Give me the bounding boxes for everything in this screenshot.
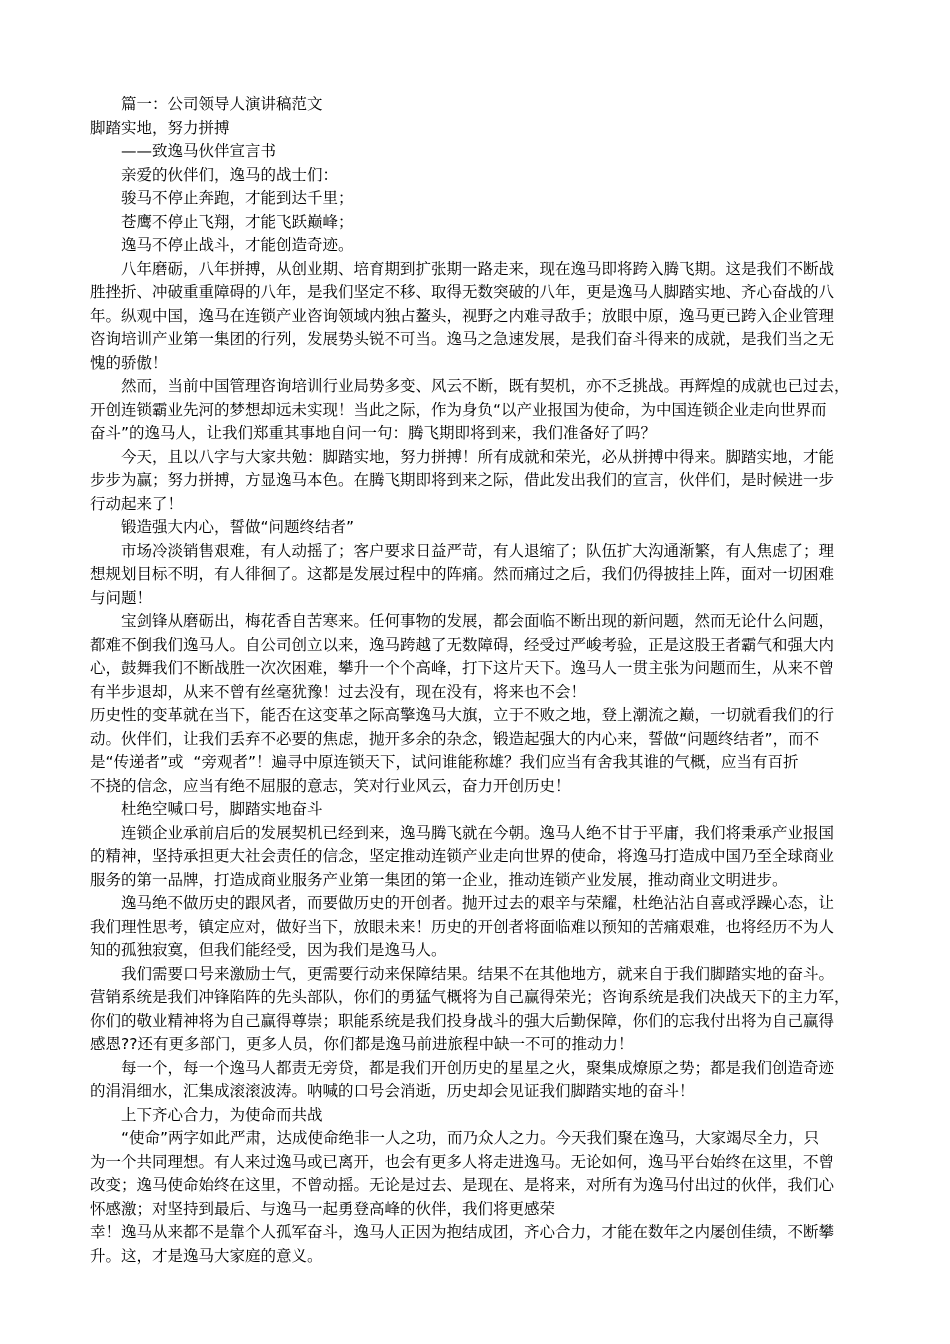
text-line: 你们的敬业精神将为自己赢得尊崇；职能系统是我们投身战斗的强大后勤保障，你们的忘我付出将为自己赢得 [90,1011,835,1030]
text-line: 每一个，每一个逸马人都责无旁贷，都是我们开创历史的星星之火，聚集成燎原之势；都是我们创造奇迹 [121,1058,835,1077]
text-line: 升。这，才是逸马大家庭的意义。 [90,1246,323,1265]
text-line: 然而，当前中国管理咨询培训行业局势多变、风云不断，既有契机，亦不乏挑战。再辉煌的成就也已过去， [121,377,850,395]
text-line: 市场冷淡销售艰难，有人动摇了；客户要求日益严苛，有人退缩了；队伍扩大沟通渐繁，有人焦虑了；理 [121,541,835,560]
text-line: 上下齐心合力，为使命而共战 [121,1105,323,1124]
text-line: 宝剑锋从磨砺出，梅花香自苦寒来。任何事物的发展，都会面临不断出现的新问题，然而无论什么问题， [121,612,835,630]
text-line: 心，鼓舞我们不断战胜一次次困难，攀升一个个高峰，打下这片天下。逸马人一贯主张为问题而生，从来不曾 [90,659,835,677]
text-line: 我们理性思考，镇定应对，做好当下，放眼未来！历史的开创者将面临难以预知的苦痛艰难，也将经历不为人 [90,917,835,936]
text-line: 服务的第一品牌，打造成商业服务产业第一集团的第一企业，推动连锁产业发展，推动商业文明进步。 [90,870,788,889]
text-line: 亲爱的伙伴们，逸马的战士们： [121,165,339,184]
text-line: 八年磨砺，八年拼搏，从创业期、培育期到扩张期一路走来，现在逸马即将跨入腾飞期。这是我们不断战 [121,259,835,278]
text-line: 篇一：公司领导人演讲稿范文 [121,95,323,113]
text-line: 的精神，坚持承担更大社会责任的信念，坚定推动连锁产业走向世界的使命，将逸马打造成中国乃至全球商业 [90,847,835,865]
text-line: 为一个共同理想。有人来过逸马或已离开，也会有更多人将走进逸马。无论如何，逸马平台始终在这里，不曾 [90,1152,835,1171]
text-line: 奋斗”的逸马人，让我们郑重其事地自问一句：腾飞期即将到来，我们准备好了吗？ [90,424,657,442]
text-line: ——致逸马伙伴宣言书 [121,142,277,160]
text-line: 怀感激；对坚持到最后、与逸马一起勇登高峰的伙伴，我们将更感荣 [90,1199,556,1218]
text-line: 锻造强大内心，誓做“问题终结者” [121,518,355,536]
text-line: 愧的骄傲！ [90,353,168,372]
text-line: 都难不倒我们逸马人。自公司创立以来，逸马跨越了无数障碍，经受过严峻考验，正是这股王者霸气和强大内 [90,635,835,654]
text-line: 逸马不停止战斗，才能创造奇迹。 [121,236,354,254]
text-line: 逸马绝不做历史的跟风者，而要做历史的开创者。抛开过去的艰辛与荣耀，杜绝沾沾自喜或浮躁心态，让 [121,894,835,912]
text-line: 胜挫折、冲破重重障碍的八年，是我们坚定不移、取得无数突破的八年，更是逸马人脚踏实地、齐心奋战的八 [90,283,835,301]
text-line: 幸！逸马从来都不是靠个人孤军奋斗，逸马人正因为抱结成团，齐心合力，才能在数年之内屡创佳绩，不断攀 [90,1223,835,1241]
text-line: 的涓涓细水，汇集成滚滚波涛。呐喊的口号会消逝，历史却会见证我们脚踏实地的奋斗！ [90,1082,695,1100]
text-line: 有半步退却，从来不曾有丝毫犹豫！过去没有，现在没有，将来也不会！ [90,682,587,701]
text-line: 骏马不停止奔跑，才能到达千里； [121,189,354,207]
text-line: 知的孤独寂寞，但我们能经受，因为我们是逸马人。 [90,941,447,959]
document-page [90,93,862,1268]
text-line: 感恩??还有更多部门，更多人员，你们都是逸马前进旅程中缺一不可的推动力！ [90,1035,634,1053]
text-line: 步步为赢；努力拼搏，方显逸马本色。在腾飞期即将到来之际，借此发出我们的宣言，伙伴们，是时候进一步 [90,471,835,489]
text-line: 连锁企业承前启后的发展契机已经到来，逸马腾飞就在今朝。逸马人绝不甘于平庸，我们将秉承产业报国 [121,823,835,842]
text-line: 年。纵观中国，逸马在连锁产业咨询领域内独占鳌头，视野之内难寻敌手；放眼中原，逸马更已跨入企业管理 [90,306,835,325]
text-line: 是“传递者”或 “旁观者”！遍寻中原连锁天下，试问谁能称雄？我们应当有舍我其谁的气概，应当有百折 [90,753,799,771]
text-line: 想规划目标不明，有人徘徊了。这都是发展过程中的阵痛。然而痛过之后，我们仍得披挂上阵，面对一切困难 [90,565,835,583]
text-line: 脚踏实地，努力拼搏 [90,118,230,137]
text-line: 改变；逸马使命始终在这里，不曾动摇。无论是过去、是现在、是将来，对所有为逸马付出过的伙伴，我们心 [90,1176,835,1194]
text-line: “使命”两字如此严肃，达成使命绝非一人之功，而乃众人之力。今天我们聚在逸马，大家竭尽全力，只 [121,1129,820,1147]
text-line: 我们需要口号来激励士气，更需要行动来保障结果。结果不在其他地方，就来自于我们脚踏实地的奋斗。 [121,964,835,983]
text-line: 苍鹰不停止飞翔，才能飞跃巅峰； [121,212,354,231]
text-line: 开创连锁霸业先河的梦想却远未实现！当此之际，作为身负“以产业报国为使命，为中国连锁企业走向世界而 [90,400,827,419]
text-line: 营销系统是我们冲锋陷阵的先头部队，你们的勇猛气概将为自己赢得荣光；咨询系统是我们决战天下的主力军， [90,988,850,1006]
text-line: 杜绝空喊口号，脚踏实地奋斗 [121,800,323,818]
text-line: 动。伙伴们，让我们丢弃不必要的焦虑，抛开多余的杂念，锻造起强大的内心来，誓做“问题终结者”，而不 [90,729,820,748]
text-line: 行动起来了！ [90,494,184,513]
text-line: 今天，且以八字与大家共勉：脚踏实地，努力拼搏！所有成就和荣光，必从拼搏中得来。脚踏实地，才能 [121,447,835,466]
text-line: 不挠的信念，应当有绝不屈服的意志，笑对行业风云，奋力开创历史！ [90,776,571,795]
text-line: 与问题！ [90,588,153,607]
text-line: 咨询培训产业第一集团的行列，发展势头锐不可当。逸马之急速发展，是我们奋斗得来的成就，是我们当之无 [90,330,835,348]
text-line: 历史性的变革就在当下，能否在这变革之际高擎逸马大旗，立于不败之地，登上潮流之巅，一切就看我们的行 [90,706,835,724]
